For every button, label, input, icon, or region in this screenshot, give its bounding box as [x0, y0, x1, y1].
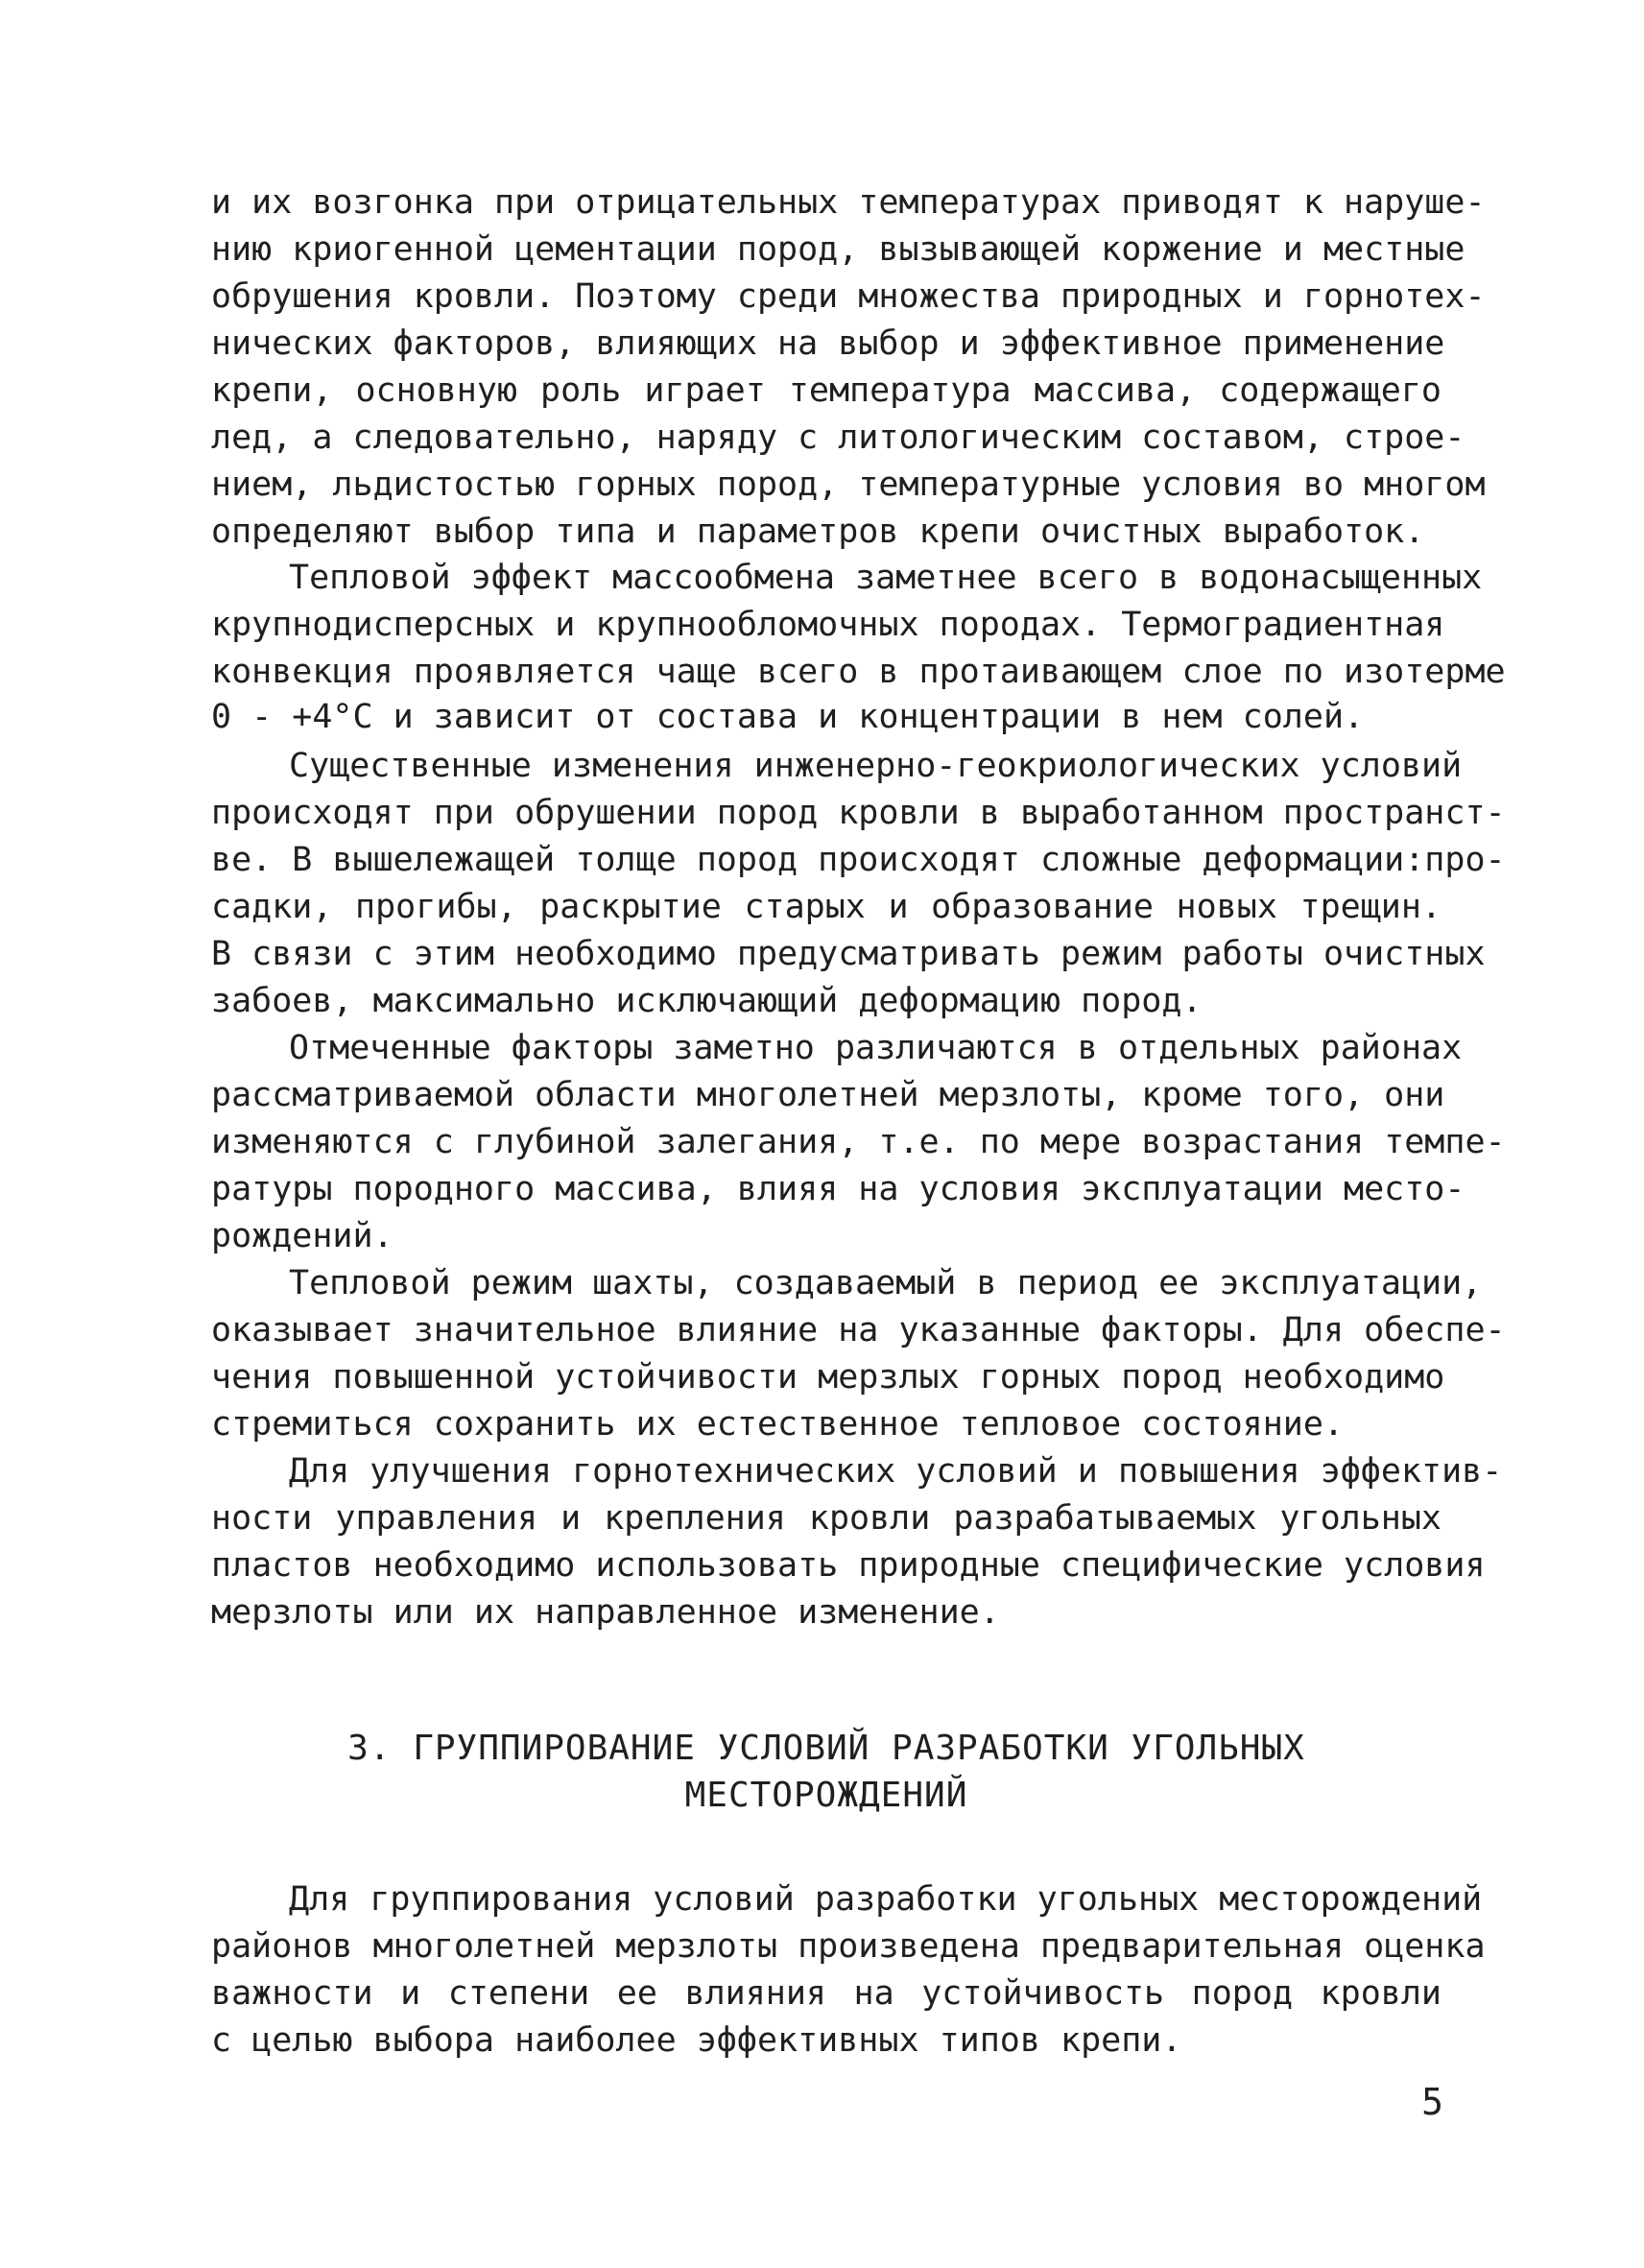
- body-line: садки, прогибы, раскрытие старых и образование новых трещин.: [211, 888, 1441, 926]
- body-line: нических факторов, влияющих на выбор и эффективное применение: [211, 324, 1445, 363]
- body-line: стремиться сохранить их естественное тепловое состояние.: [211, 1405, 1345, 1444]
- body-line: Отмеченные факторы заметно различаются в отдельных районах: [289, 1029, 1463, 1067]
- section-body-line: важности и степени ее влияния на устойчивость пород кровли: [211, 1974, 1441, 2013]
- body-line: конвекция проявляется чаще всего в протаивающем слое по изотерме: [211, 653, 1506, 691]
- body-line: чения повышенной устойчивости мерзлых горных пород необходимо: [211, 1358, 1445, 1397]
- body-line: ратуры породного массива, влияя на условия эксплуатации место-: [211, 1170, 1465, 1208]
- body-line: пластов необходимо использовать природные специфические условия: [211, 1546, 1486, 1585]
- body-line: происходят при обрушении пород кровли в выработанном пространст-: [211, 794, 1506, 832]
- body-line: изменяются с глубиной залегания, т.е. по мере возрастания темпе-: [211, 1123, 1506, 1161]
- body-line: обрушения кровли. Поэтому среди множества природных и горнотех-: [211, 277, 1486, 316]
- page-number: 5: [1421, 2081, 1443, 2123]
- body-line: рождений.: [211, 1217, 393, 1255]
- body-line: нием, льдистостью горных пород, температурные условия во многом: [211, 466, 1486, 504]
- body-line: Тепловой режим шахты, создаваемый в период ее эксплуатации,: [289, 1264, 1483, 1302]
- body-line: ности управления и крепления кровли разрабатываемых угольных: [211, 1499, 1441, 1538]
- body-line: Для улучшения горнотехнических условий и повышения эффектив-: [289, 1452, 1503, 1491]
- body-line: и их возгонка при отрицательных температурах приводят к наруше-: [211, 183, 1486, 222]
- section-body-line: районов многолетней мерзлоты произведена предварительная оценка: [211, 1927, 1486, 1966]
- section-body-line: Для группирования условий разработки угольных месторождений: [289, 1880, 1483, 1919]
- section-heading-continuation: МЕСТОРОЖДЕНИЙ: [684, 1776, 968, 1815]
- body-line: крупнодисперсных и крупнообломочных породах. Термоградиентная: [211, 606, 1445, 644]
- body-line: рассматриваемой области многолетней мерзлоты, кроме того, они: [211, 1076, 1445, 1114]
- body-line: мерзлоты или их направленное изменение.: [211, 1593, 1000, 1632]
- body-line: лед, а следовательно, наряду с литологическим составом, строе-: [211, 418, 1465, 457]
- body-line: Тепловой эффект массообмена заметнее всего в водонасыщенных: [289, 559, 1483, 597]
- body-line: оказывает значительное влияние на указанные факторы. Для обеспе-: [211, 1311, 1506, 1349]
- body-line: Существенные изменения инженерно-геокриологических условий: [289, 747, 1463, 785]
- body-line: забоев, максимально исключающий деформацию пород.: [211, 982, 1203, 1020]
- section-body-line: с целью выбора наиболее эффективных типов крепи.: [211, 2021, 1182, 2060]
- body-line: ве. В вышележащей толще пород происходят сложные деформации:про-: [211, 841, 1506, 879]
- body-line: 0 - +4°С и зависит от состава и концентрации в нем солей.: [211, 698, 1365, 736]
- body-line: определяют выбор типа и параметров крепи очистных выработок.: [211, 513, 1425, 551]
- body-line: крепи, основную роль играет температура массива, содержащего: [211, 371, 1441, 410]
- section-heading: 3. ГРУППИРОВАНИЕ УСЛОВИЙ РАЗРАБОТКИ УГОЛЬНЫХ: [347, 1729, 1305, 1768]
- body-line: нию криогенной цементации пород, вызывающей коржение и местные: [211, 230, 1465, 269]
- body-line: В связи с этим необходимо предусматривать режим работы очистных: [211, 935, 1486, 973]
